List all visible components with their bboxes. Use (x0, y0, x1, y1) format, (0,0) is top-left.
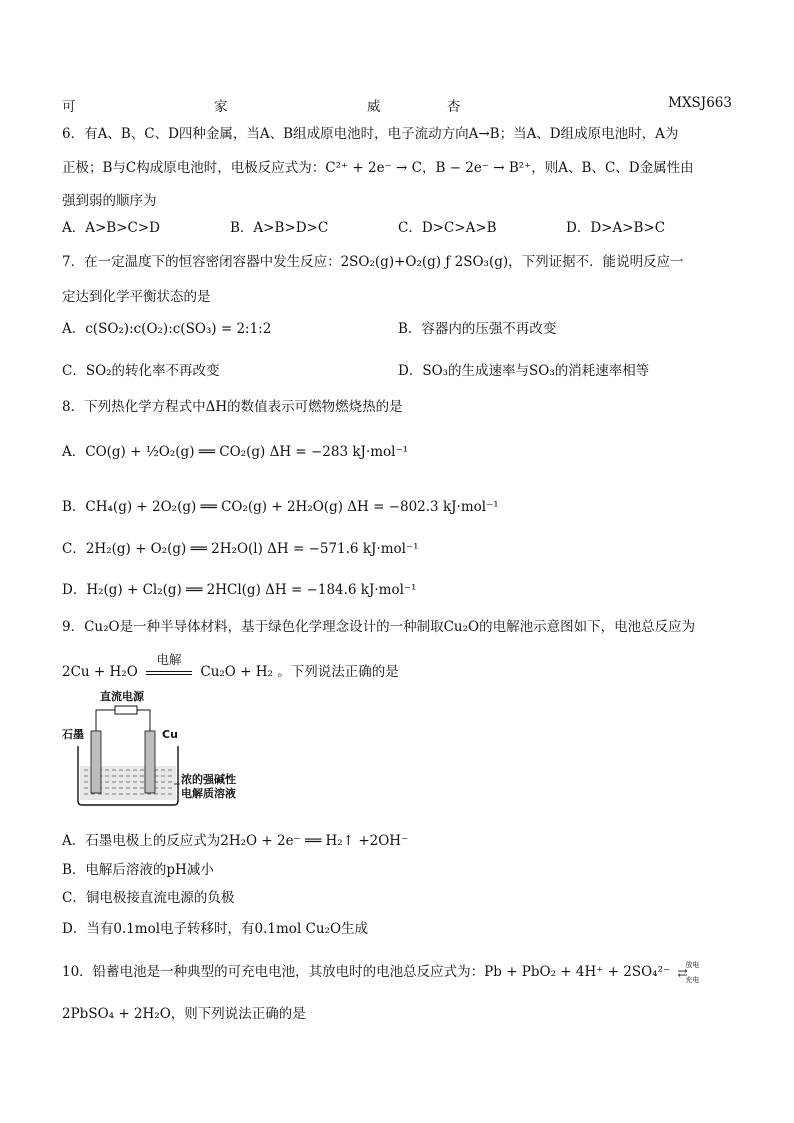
q6-option-a: A．A>B>C>D (62, 220, 161, 236)
q9-eq-right: Cu₂O + H₂ 。下列说法正确的是 (200, 664, 399, 680)
page-header (62, 95, 732, 113)
diagram-label-power: 直流电源 (100, 690, 144, 703)
q7-option-b: B．容器内的压强不再改变 (398, 321, 557, 337)
copper-electrode (145, 731, 155, 793)
q7-option-d: D．SO₃的生成速率与SO₃的消耗速率相等 (398, 363, 650, 379)
header-char-3: 威 (367, 99, 381, 115)
q6-line-1: 6．有A、B、C、D四种金属，当A、B组成原电池时，电子流动方向A→B；当A、D组成原电池时，A为 (62, 126, 679, 142)
power-source-icon (115, 706, 137, 714)
q10-text: 10．铅蓄电池是一种典型的可充电电池，其放电时的电池总反应式为：Pb + PbO₂ + 4H⁺ + 2SO₄²⁻ (62, 964, 671, 980)
arrow-label-discharge: 放电 (685, 960, 700, 969)
q6-option-d: D．D>A>B>C (566, 220, 666, 236)
q6-option-c: C．D>C>A>B (398, 220, 497, 236)
diagram-label-graphite: 石墨 (62, 728, 84, 741)
q7-line-1: 7．在一定温度下的恒容密闭容器中发生反应：2SO₂(g)+O₂(g) ƒ 2SO₃(g)，下列证据不．能说明反应一 (62, 254, 684, 270)
q7-line-2: 定达到化学平衡状态的是 (62, 289, 211, 305)
q6-line-3: 强到弱的顺序为 (62, 193, 157, 209)
right-wire (137, 710, 150, 731)
diagram-label-solution-1: 浓的强碱性 (181, 773, 236, 786)
left-wire (96, 710, 115, 731)
q9-option-c: C．铜电极接直流电源的负极 (62, 890, 235, 906)
equals-sign-icon (146, 671, 192, 675)
q8-stem: 8．下列热化学方程式中ΔH的数值表示可燃物燃烧热的是 (62, 399, 403, 415)
q9-eq-condition: 电解 (156, 652, 182, 667)
q7-option-c: C．SO₂的转化率不再改变 (62, 363, 220, 379)
arrow-label-charge: 充电 (685, 975, 700, 984)
q9-option-d: D．当有0.1mol电子转移时，有0.1mol Cu₂O生成 (62, 921, 369, 937)
diagram-label-copper: Cu (162, 728, 178, 741)
q9-option-b: B．电解后溶液的pH减小 (62, 862, 214, 878)
q10-line-1 (62, 960, 717, 982)
q9-eq-arrow (144, 652, 194, 680)
q7-option-a: A．c(SO₂):c(O₂):c(SO₃) = 2:1:2 (62, 321, 272, 337)
diagram-label-solution-2: 电解质溶液 (181, 787, 236, 800)
double-arrow-icon: ⇄ (677, 965, 688, 980)
graphite-electrode (91, 731, 101, 793)
header-code: MXSJ663 (668, 95, 732, 111)
q9-equation (62, 652, 399, 680)
q9-option-a: A．石墨电极上的反应式为2H₂O + 2e⁻ ══ H₂↑ +2OH⁻ (62, 833, 409, 849)
q6-option-b: B．A>B>D>C (230, 220, 329, 236)
q8-option-c: C．2H₂(g) + O₂(g) ══ 2H₂O(l) ΔH = −571.6 kJ·mol⁻¹ (62, 541, 419, 557)
q8-option-d: D．H₂(g) + Cl₂(g) ══ 2HCl(g) ΔH = −184.6 kJ·mol⁻¹ (62, 582, 417, 598)
header-char-4: 杏 (447, 99, 461, 115)
reversible-arrow (677, 960, 717, 984)
q9-eq-left: 2Cu + H₂O (62, 664, 138, 680)
q9-line-1: 9．Cu₂O是一种半导体材料，基于绿色化学理念设计的一种制取Cu₂O的电解池示意图如下，电池总反应为 (62, 619, 696, 635)
header-char-1: 可 (62, 99, 76, 115)
q10-line-2: 2PbSO₄ + 2H₂O，则下列说法正确的是 (62, 1006, 306, 1022)
electrolysis-diagram (62, 686, 262, 811)
q8-option-b: B．CH₄(g) + 2O₂(g) ══ CO₂(g) + 2H₂O(g) ΔH = −802.3 kJ·mol⁻¹ (62, 499, 499, 515)
q6-line-2: 正极；B与C构成原电池时，电极反应式为：C²⁺ + 2e⁻ → C，B − 2e⁻ → B²⁺，则A、B、C、D金属性由 (62, 160, 694, 176)
header-char-2: 家 (214, 99, 228, 115)
q8-option-a: A．CO(g) + ½O₂(g) ══ CO₂(g) ΔH = −283 kJ·mol⁻¹ (62, 444, 409, 460)
